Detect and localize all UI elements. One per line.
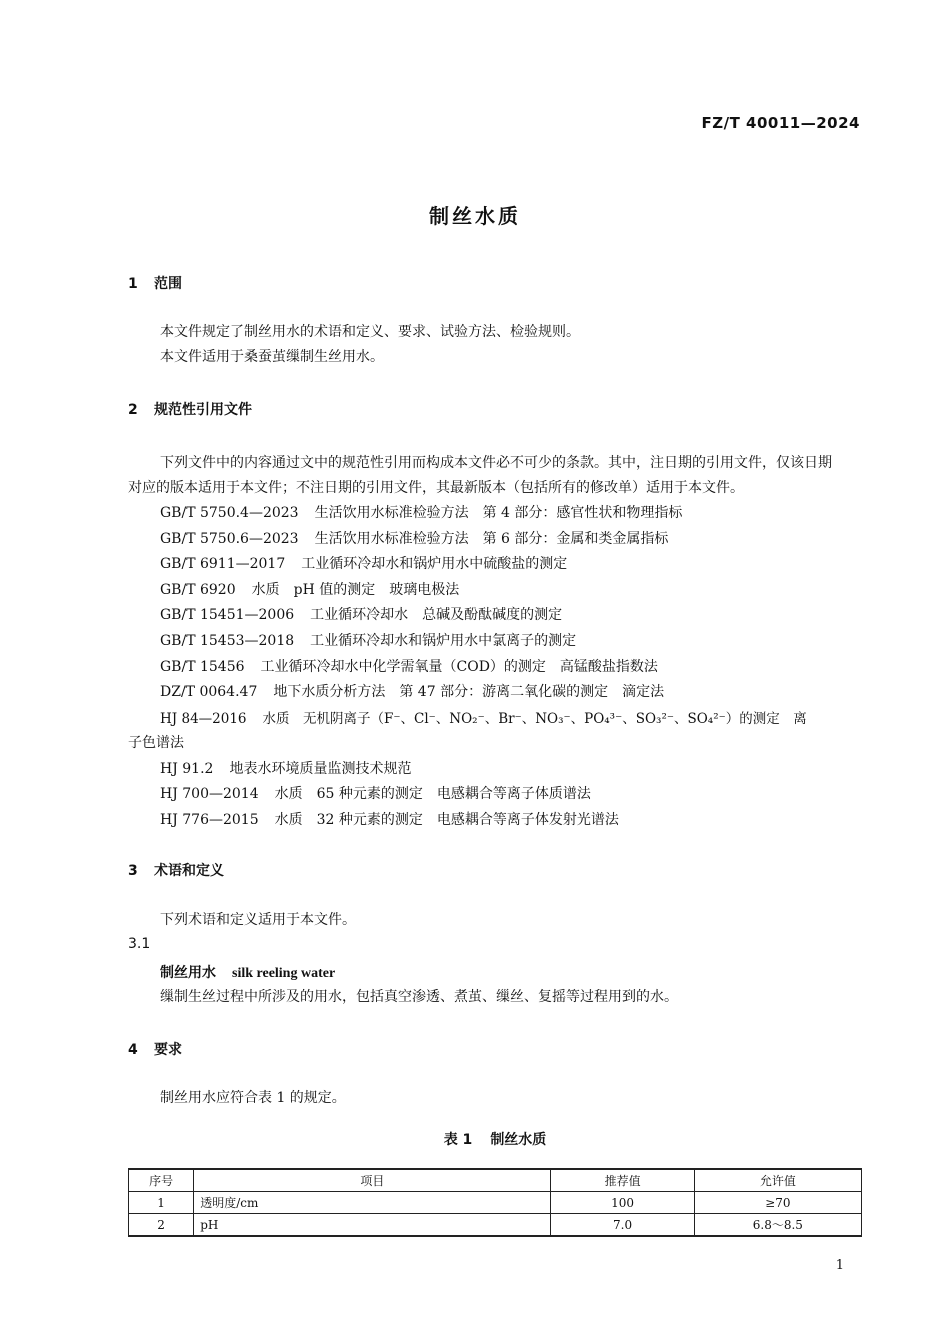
document-title: 制丝水质 — [429, 204, 521, 228]
reference-code: HJ 776—2015 — [160, 812, 259, 828]
term-chinese: 制丝用水 — [160, 965, 216, 981]
reference-item — [160, 502, 682, 522]
paragraph: 本文件适用于桑蚕茧缫制生丝用水。 — [160, 349, 384, 365]
reference-code: GB/T 6920 — [160, 582, 236, 598]
reference-code: HJ 700—2014 — [160, 786, 259, 802]
reference-title: 地表水环境质量监测技术规范 — [229, 761, 412, 777]
reference-title: 水质 pH 值的测定 玻璃电极法 — [251, 582, 460, 598]
section-4-heading — [128, 1039, 182, 1059]
reference-title: 工业循环冷却水和锅炉用水中氯离子的测定 — [310, 633, 577, 649]
table-cell: 2 — [129, 1214, 194, 1237]
paragraph: 下列文件中的内容通过文中的规范性引用而构成本文件必不可少的条款。其中，注日期的引用文件，仅该日期对应的版本适用于本文件；不注日期的引用文件，其最新版本（包括所有的修改单）适用于本文件。 — [128, 455, 832, 496]
reference-title: 生活饮用水标准检验方法 第 6 部分：金属和类金属指标 — [314, 531, 669, 547]
reference-item — [160, 604, 562, 624]
reference-code: GB/T 15453—2018 — [160, 633, 295, 649]
table-row — [129, 1214, 862, 1237]
reference-code: GB/T 6911—2017 — [160, 556, 286, 572]
section-number: 1 — [128, 276, 138, 292]
reference-title: 工业循环冷却水中化学需氧量（COD）的测定 高锰酸盐指数法 — [260, 659, 658, 675]
table-cell: 透明度/cm — [194, 1192, 551, 1214]
header-cell: 项目 — [194, 1169, 551, 1192]
reference-item — [160, 783, 591, 803]
reference-item — [160, 630, 576, 650]
paragraph: 下列术语和定义适用于本文件。 — [160, 912, 356, 928]
header-cell: 推荐值 — [551, 1169, 694, 1192]
section-number: 4 — [128, 1042, 138, 1058]
table-cell: 7.0 — [551, 1214, 694, 1237]
water-quality-table — [128, 1168, 862, 1237]
section-1-heading — [128, 273, 182, 293]
reference-code: HJ 91.2 — [160, 761, 214, 777]
term-heading — [160, 962, 335, 982]
reference-item — [160, 681, 664, 701]
section-number: 3 — [128, 863, 138, 879]
reference-title: 水质 32 种元素的测定 电感耦合等离子体发射光谱法 — [274, 812, 619, 828]
section-title: 范围 — [154, 276, 182, 292]
reference-title: 地下水质分析方法 第 47 部分：游离二氧化碳的测定 滴定法 — [273, 684, 665, 700]
reference-item — [160, 528, 668, 548]
reference-title: 水质 65 种元素的测定 电感耦合等离子体质谱法 — [274, 786, 591, 802]
section-title: 要求 — [154, 1042, 182, 1058]
table-cell: 100 — [551, 1192, 694, 1214]
section-2-heading — [128, 399, 252, 419]
reference-title: 工业循环冷却水和锅炉用水中硫酸盐的测定 — [301, 556, 568, 572]
reference-item — [160, 656, 658, 676]
reference-code: GB/T 5750.4—2023 — [160, 505, 299, 521]
table-header-row — [129, 1169, 862, 1192]
table-label: 表 1 — [443, 1132, 473, 1148]
reference-item — [160, 758, 411, 778]
reference-code: GB/T 15456 — [160, 659, 245, 675]
section-3-heading — [128, 860, 224, 880]
reference-continuation: 子色谱法 — [128, 735, 184, 751]
reference-title: 生活饮用水标准检验方法 第 4 部分：感官性状和物理指标 — [314, 505, 683, 521]
table-cell: 6.8～8.5 — [694, 1214, 861, 1237]
reference-code: DZ/T 0064.47 — [160, 684, 258, 700]
reference-item — [160, 809, 619, 829]
term-definition: 缫制生丝过程中所涉及的用水，包括真空渗透、煮茧、缫丝、复摇等过程用到的水。 — [160, 989, 678, 1005]
paragraph: 制丝用水应符合表 1 的规定。 — [160, 1090, 346, 1106]
reference-title: 工业循环冷却水 总碱及酚酞碱度的测定 — [310, 607, 563, 623]
term-english: silk reeling water — [232, 966, 336, 981]
reference-item — [160, 579, 459, 599]
table-cell: ≥70 — [694, 1192, 861, 1214]
table-cell: 1 — [129, 1192, 194, 1214]
page-number: 1 — [835, 1258, 844, 1273]
reference-item — [160, 707, 807, 727]
standard-number: FZ/T 40011—2024 — [701, 114, 860, 132]
table-row — [129, 1192, 862, 1214]
header-cell: 序号 — [129, 1169, 194, 1192]
reference-item — [160, 553, 567, 573]
reference-code: GB/T 15451—2006 — [160, 607, 295, 623]
header-cell: 允许值 — [694, 1169, 861, 1192]
section-number: 2 — [128, 402, 138, 418]
reference-code: HJ 84—2016 — [160, 711, 247, 727]
table-name: 制丝水质 — [490, 1132, 547, 1148]
reference-title: 水质 无机阴离子（F⁻、Cl⁻、NO₂⁻、Br⁻、NO₃⁻、PO₄³⁻、SO₃²⁻、SO₄²⁻）的测定 离 — [262, 711, 807, 727]
section-title: 规范性引用文件 — [154, 402, 252, 418]
table-title — [0, 1129, 950, 1149]
term-number: 3.1 — [128, 936, 151, 952]
paragraph: 本文件规定了制丝用水的术语和定义、要求、试验方法、检验规则。 — [160, 324, 580, 340]
table-cell: pH — [194, 1214, 551, 1237]
section-title: 术语和定义 — [154, 863, 224, 879]
reference-code: GB/T 5750.6—2023 — [160, 531, 299, 547]
